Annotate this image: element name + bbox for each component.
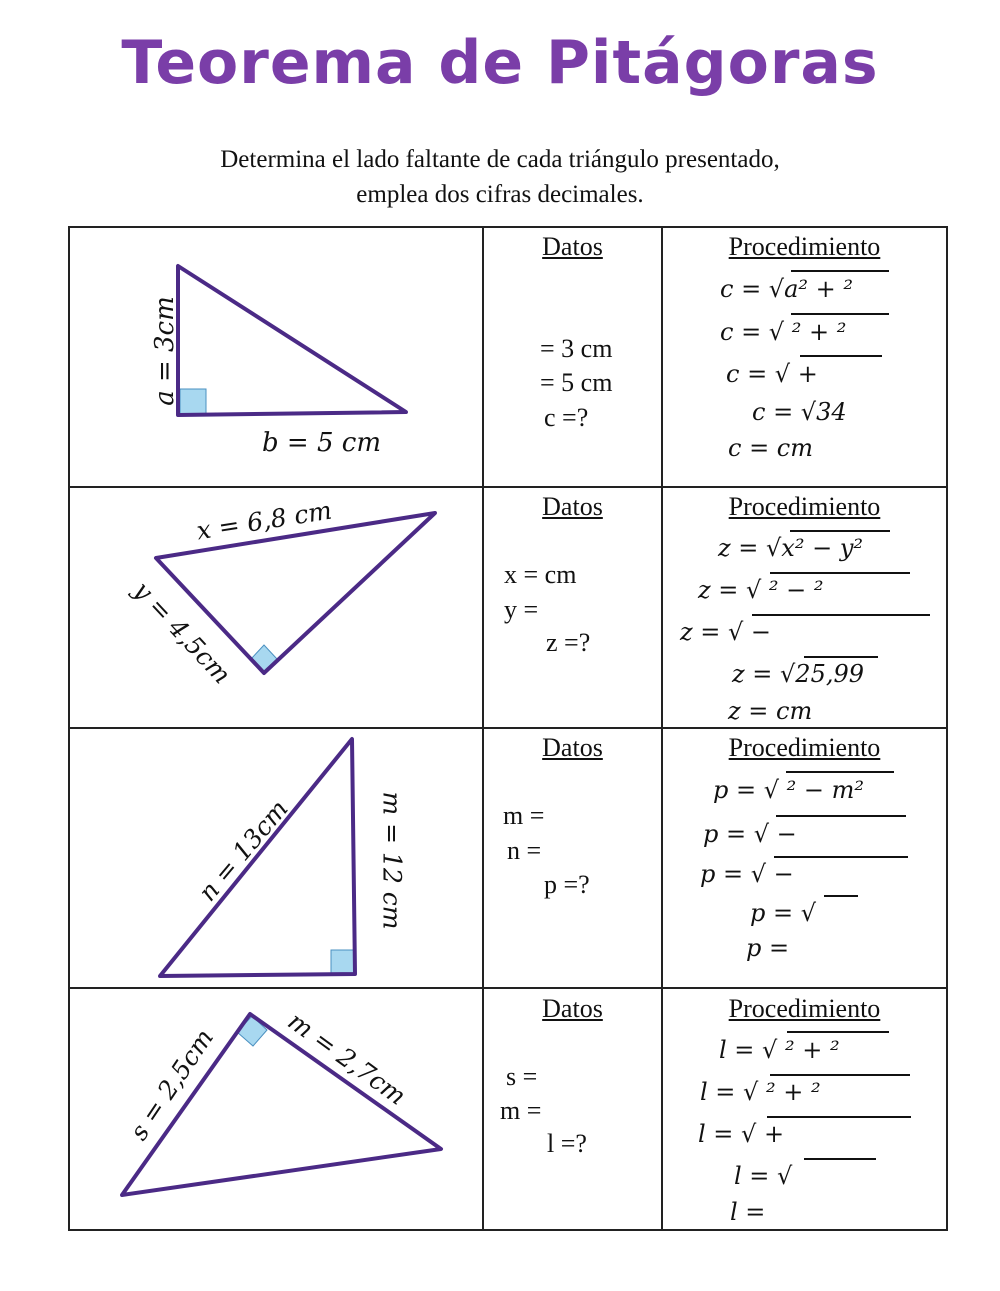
- proc-line-2-1: z = √x² − y²: [718, 534, 864, 562]
- proc-line-1-2: c = √ ² + ²: [720, 318, 847, 346]
- proc-line-4-1: l = √ ² + ²: [719, 1036, 840, 1064]
- proc-line-4-4: l = √: [734, 1162, 793, 1190]
- right-angle-marker-2: [251, 645, 277, 672]
- datos-line-3-2: n =: [507, 836, 542, 865]
- sqrt-overbar: [770, 1074, 910, 1076]
- proc-line-3-1: p = √ ² − m²: [713, 776, 865, 804]
- proc-line-2-3: z = √ −: [680, 618, 772, 646]
- procedimiento-heading-3: Procedimiento: [728, 733, 881, 762]
- proc-line-1-3: c = √ +: [726, 360, 818, 388]
- sqrt-overbar: [752, 614, 930, 616]
- right-angle-marker-3: [331, 950, 354, 973]
- side-label-n: n = 13cm: [192, 794, 294, 907]
- datos-line-2-2: y =: [504, 595, 539, 624]
- proc-line-3-3: p = √ −: [700, 860, 794, 888]
- instructions-line-1: Determina el lado faltante de cada triángulo presentado,: [220, 146, 780, 173]
- datos-line-1-1: = 3 cm: [540, 334, 613, 363]
- datos-heading-1: Datos: [542, 232, 603, 261]
- side-label-y: y = 4,5cm: [127, 575, 237, 690]
- procedimiento-heading-2: Procedimiento: [728, 492, 881, 521]
- sqrt-overbar: [767, 1116, 911, 1118]
- datos-heading-3: Datos: [542, 733, 603, 762]
- side-label-s: s = 2,5cm: [124, 1023, 220, 1146]
- proc-line-2-4: z = √25,99: [732, 660, 865, 688]
- sqrt-overbar: [804, 656, 878, 658]
- triangle-3: [160, 739, 355, 976]
- sqrt-overbar: [776, 815, 906, 817]
- proc-line-4-3: l = √ +: [698, 1120, 785, 1148]
- instructions-line-2: emplea dos cifras decimales.: [356, 181, 644, 208]
- proc-line-3-5: p =: [746, 934, 790, 962]
- sqrt-overbar: [800, 355, 882, 357]
- procedimiento-heading-1: Procedimiento: [728, 232, 881, 261]
- sqrt-overbar: [804, 1158, 876, 1160]
- proc-line-1-4: c = √34: [752, 398, 847, 426]
- side-label-x: x = 6,8 cm: [194, 495, 334, 546]
- side-label-a: a = 3cm: [150, 296, 180, 406]
- proc-line-2-2: z = √ ² − ²: [698, 576, 824, 604]
- triangle-1: [178, 266, 406, 415]
- page-title: Teorema de Pitágoras: [121, 28, 879, 98]
- datos-heading-2: Datos: [542, 492, 603, 521]
- right-angle-marker-1: [180, 389, 206, 415]
- sqrt-overbar: [791, 270, 889, 272]
- side-label-b: b = 5 cm: [262, 428, 381, 458]
- sqrt-overbar: [791, 313, 889, 315]
- sqrt-overbar: [790, 530, 890, 532]
- datos-line-2-3: z =?: [546, 628, 591, 657]
- proc-line-1-5: c = cm: [728, 434, 814, 462]
- sqrt-overbar: [786, 771, 894, 773]
- side-label-m2: m = 2,7cm: [282, 1006, 412, 1111]
- datos-line-4-3: l =?: [547, 1129, 587, 1158]
- sqrt-overbar: [824, 895, 858, 897]
- procedimiento-heading-4: Procedimiento: [728, 994, 881, 1023]
- proc-line-1-1: c = √a² + ²: [720, 275, 854, 303]
- proc-line-3-2: p = √ −: [703, 820, 797, 848]
- sqrt-overbar: [770, 572, 910, 574]
- datos-line-2-1: x = cm: [504, 560, 577, 589]
- datos-line-4-2: m =: [500, 1096, 542, 1125]
- sqrt-overbar: [774, 856, 908, 858]
- datos-heading-4: Datos: [542, 994, 603, 1023]
- proc-line-4-2: l = √ ² + ²: [700, 1078, 821, 1106]
- side-label-m: m = 12 cm: [377, 791, 407, 930]
- datos-line-1-2: = 5 cm: [540, 368, 613, 397]
- datos-line-3-3: p =?: [544, 870, 590, 899]
- datos-line-1-3: c =?: [544, 403, 589, 432]
- proc-line-4-5: l =: [730, 1198, 766, 1226]
- datos-line-4-1: s =: [506, 1062, 538, 1091]
- proc-line-3-4: p = √: [750, 899, 817, 927]
- proc-line-2-5: z = cm: [728, 697, 813, 725]
- sqrt-overbar: [787, 1031, 889, 1033]
- datos-line-3-1: m =: [503, 801, 545, 830]
